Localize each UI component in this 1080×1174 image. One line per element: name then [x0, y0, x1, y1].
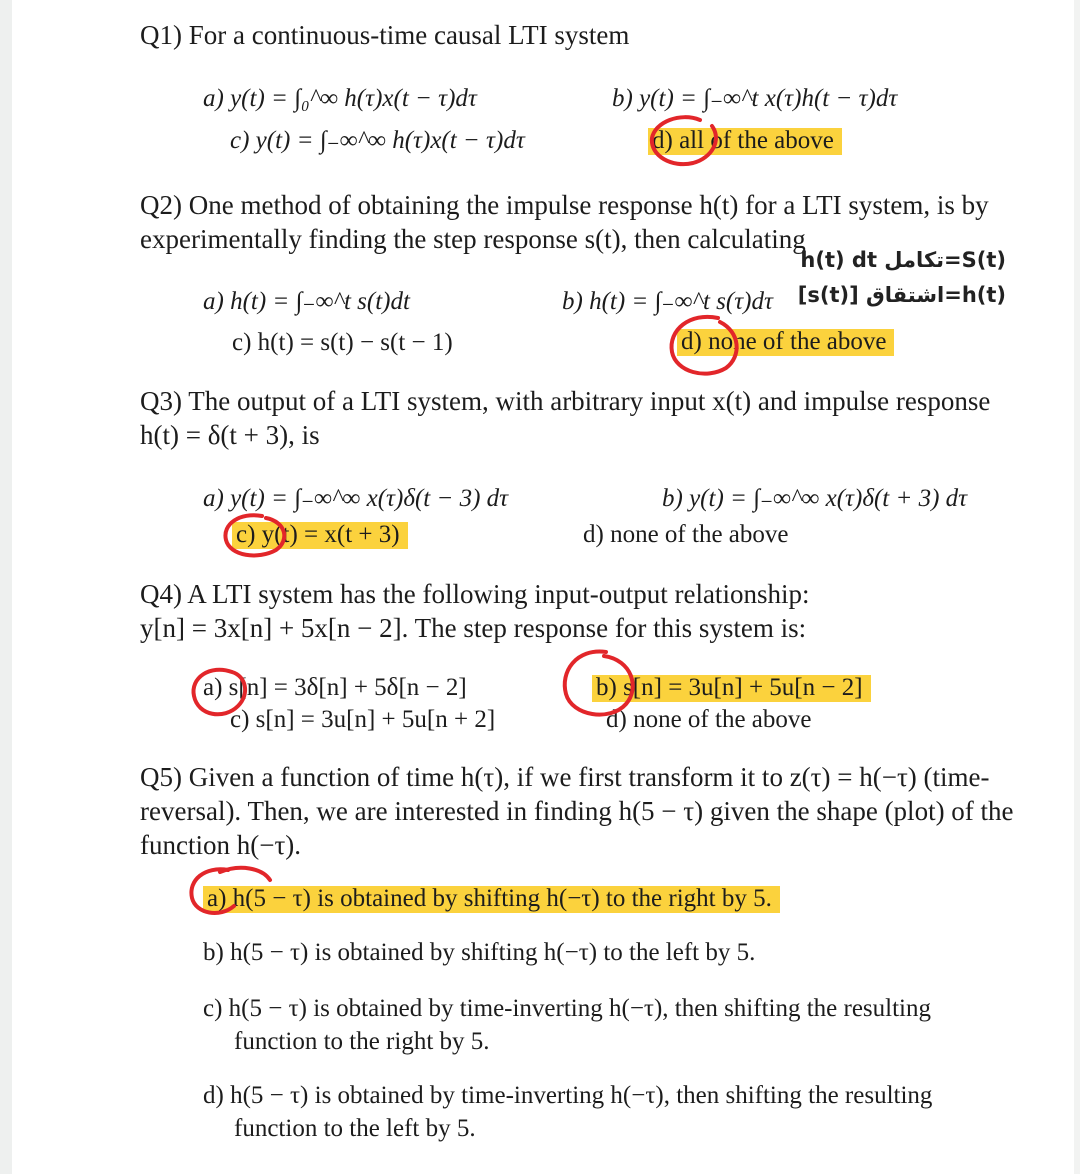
q5-option-d-line1: d) h(5 − τ) is obtained by time-inverting h(−τ), then shifting the resulting [203, 1082, 933, 1109]
q5-option-c-line1: c) h(5 − τ) is obtained by time-inverting h(−τ), then shifting the resulting [203, 995, 932, 1022]
q3-stem-line2: h(t) = δ(t + 3), is [140, 420, 320, 450]
q2-option-d: d) none of the above [677, 329, 894, 356]
q5-option-c-line2: function to the right by 5. [234, 1028, 490, 1055]
q2-option-a: a) h(t) = ∫₋∞^t s(t)dt [203, 288, 410, 315]
q5-option-d-line2: function to the left by 5. [234, 1115, 476, 1142]
q4-stem-line1: Q4) A LTI system has the following input-output relationship: [140, 579, 810, 609]
q1-option-a: a) y(t) = ∫₀^∞ h(τ)x(t − τ)dτ [203, 85, 477, 112]
handwritten-note-line1: S(t)=تكامل h(t) dt [800, 248, 1006, 272]
q2-stem-line1: Q2) One method of obtaining the impulse response h(t) for a LTI system, is by [140, 190, 989, 220]
page-right-edge [1074, 0, 1080, 1174]
q2-stem-line2: experimentally finding the step response s(t), then calculating [140, 224, 806, 254]
q5-stem-line1: Q5) Given a function of time h(τ), if we first transform it to z(τ) = h(−τ) (time- [140, 762, 990, 792]
q1-option-d: d) all of the above [648, 128, 842, 155]
q4-stem-line2: y[n] = 3x[n] + 5x[n − 2]. The step response for this system is: [140, 613, 807, 643]
q3-option-c: c) y(t) = x(t + 3) [232, 522, 408, 549]
q5-option-b: b) h(5 − τ) is obtained by shifting h(−τ) to the left by 5. [203, 939, 756, 966]
page-left-edge [0, 0, 12, 1174]
q1-option-c: c) y(t) = ∫₋∞^∞ h(τ)x(t − τ)dτ [230, 127, 525, 154]
q4-option-b: b) s[n] = 3u[n] + 5u[n − 2] [592, 675, 871, 702]
q2-option-b: b) h(t) = ∫₋∞^t s(τ)dτ [562, 288, 773, 315]
q5-option-a: a) h(5 − τ) is obtained by shifting h(−τ) to the right by 5. [203, 886, 780, 913]
q4-option-a: a) s[n] = 3δ[n] + 5δ[n − 2] [203, 674, 467, 701]
q5-stem-line2: reversal). Then, we are interested in finding h(5 − τ) given the shape (plot) of the [140, 796, 1014, 826]
q1-option-b: b) y(t) = ∫₋∞^t x(τ)h(t − τ)dτ [612, 85, 898, 112]
handwritten-note-line2: h(t)=اشتقاق [s(t)] [797, 283, 1006, 307]
q1-stem: Q1) For a continuous-time causal LTI system [140, 20, 630, 50]
q3-option-b: b) y(t) = ∫₋∞^∞ x(τ)δ(t + 3) dτ [662, 485, 968, 512]
q4-option-d: d) none of the above [606, 706, 812, 733]
q3-option-a: a) y(t) = ∫₋∞^∞ x(τ)δ(t − 3) dτ [203, 485, 509, 512]
q3-stem-line1: Q3) The output of a LTI system, with arbitrary input x(t) and impulse response [140, 386, 991, 416]
q3-option-d: d) none of the above [583, 521, 789, 548]
q2-option-c: c) h(t) = s(t) − s(t − 1) [232, 329, 453, 356]
q5-answer-hook [220, 868, 270, 880]
q5-stem-line3: function h(−τ). [140, 830, 302, 860]
q4-option-c: c) s[n] = 3u[n] + 5u[n + 2] [230, 706, 496, 733]
